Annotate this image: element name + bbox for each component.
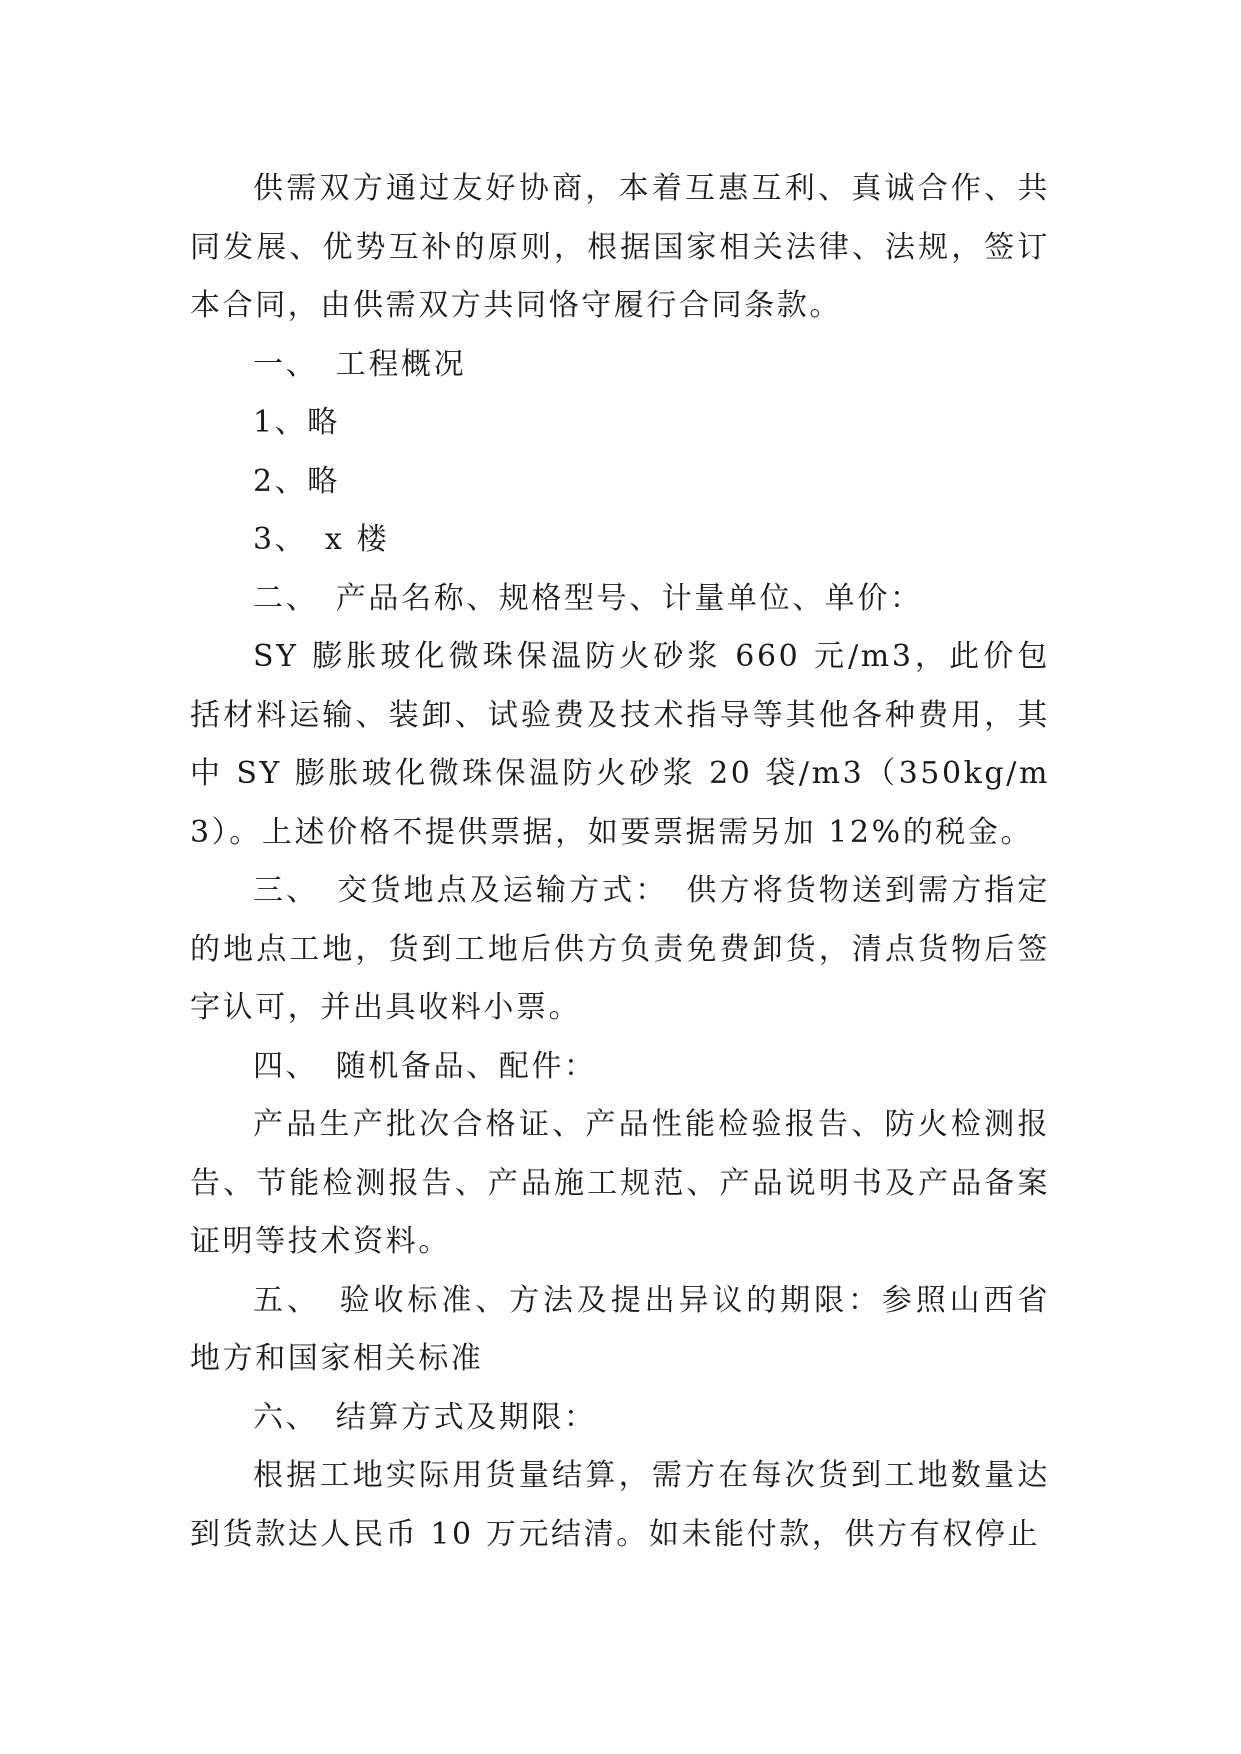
paragraph-section-5-acceptance: 五、 验收标准、方法及提出异议的期限：参照山西省地方和国家相关标准 (190, 1282, 1050, 1376)
paragraph-intro: 供需双方通过友好协商，本着互惠互利、真诚合作、共同发展、优势互补的原则，根据国家相关法律、法规，签订本合同，由供需双方共同恪守履行合同条款。 (190, 171, 1050, 323)
list-item-2: 2、略 (253, 463, 340, 499)
heading-section-1: 一、 工程概况 (253, 346, 467, 382)
heading-section-6: 六、 结算方式及期限： (253, 1399, 597, 1435)
list-item-1: 1、略 (253, 405, 340, 440)
paragraph-section-3-delivery: 三、 交货地点及运输方式： 供方将货物送到需方指定的地点工地，货到工地后供方负责免费卸货，清点货物后签字认可，并出具收料小票。 (190, 873, 1050, 1025)
heading-section-2: 二、 产品名称、规格型号、计量单位、单价： (253, 580, 923, 616)
paragraph-documents: 产品生产批次合格证、产品性能检验报告、防火检测报告、节能检测报告、产品施工规范、产品说明书及产品备案证明等技术资料。 (190, 1107, 1050, 1259)
document-body (190, 160, 1050, 1564)
list-item-3: 3、 x 楼 (253, 522, 390, 557)
paragraph-product-price: SY 膨胀玻化微珠保温防火砂浆 660 元/m3，此价包括材料运输、装卸、试验费及技术指导等其他各种费用，其中 SY 膨胀玻化微珠保温防火砂浆 20 袋/m3（350kg/m3）。上述价格不提供票据，如要票据需另加 12%的税金。 (190, 639, 1050, 850)
paragraph-settlement: 根据工地实际用货量结算，需方在每次货到工地数量达到货款达人民币 10 万元结清。如未能付款，供方有权停止 (190, 1458, 1050, 1552)
heading-section-4: 四、 随机备品、配件： (253, 1048, 597, 1084)
